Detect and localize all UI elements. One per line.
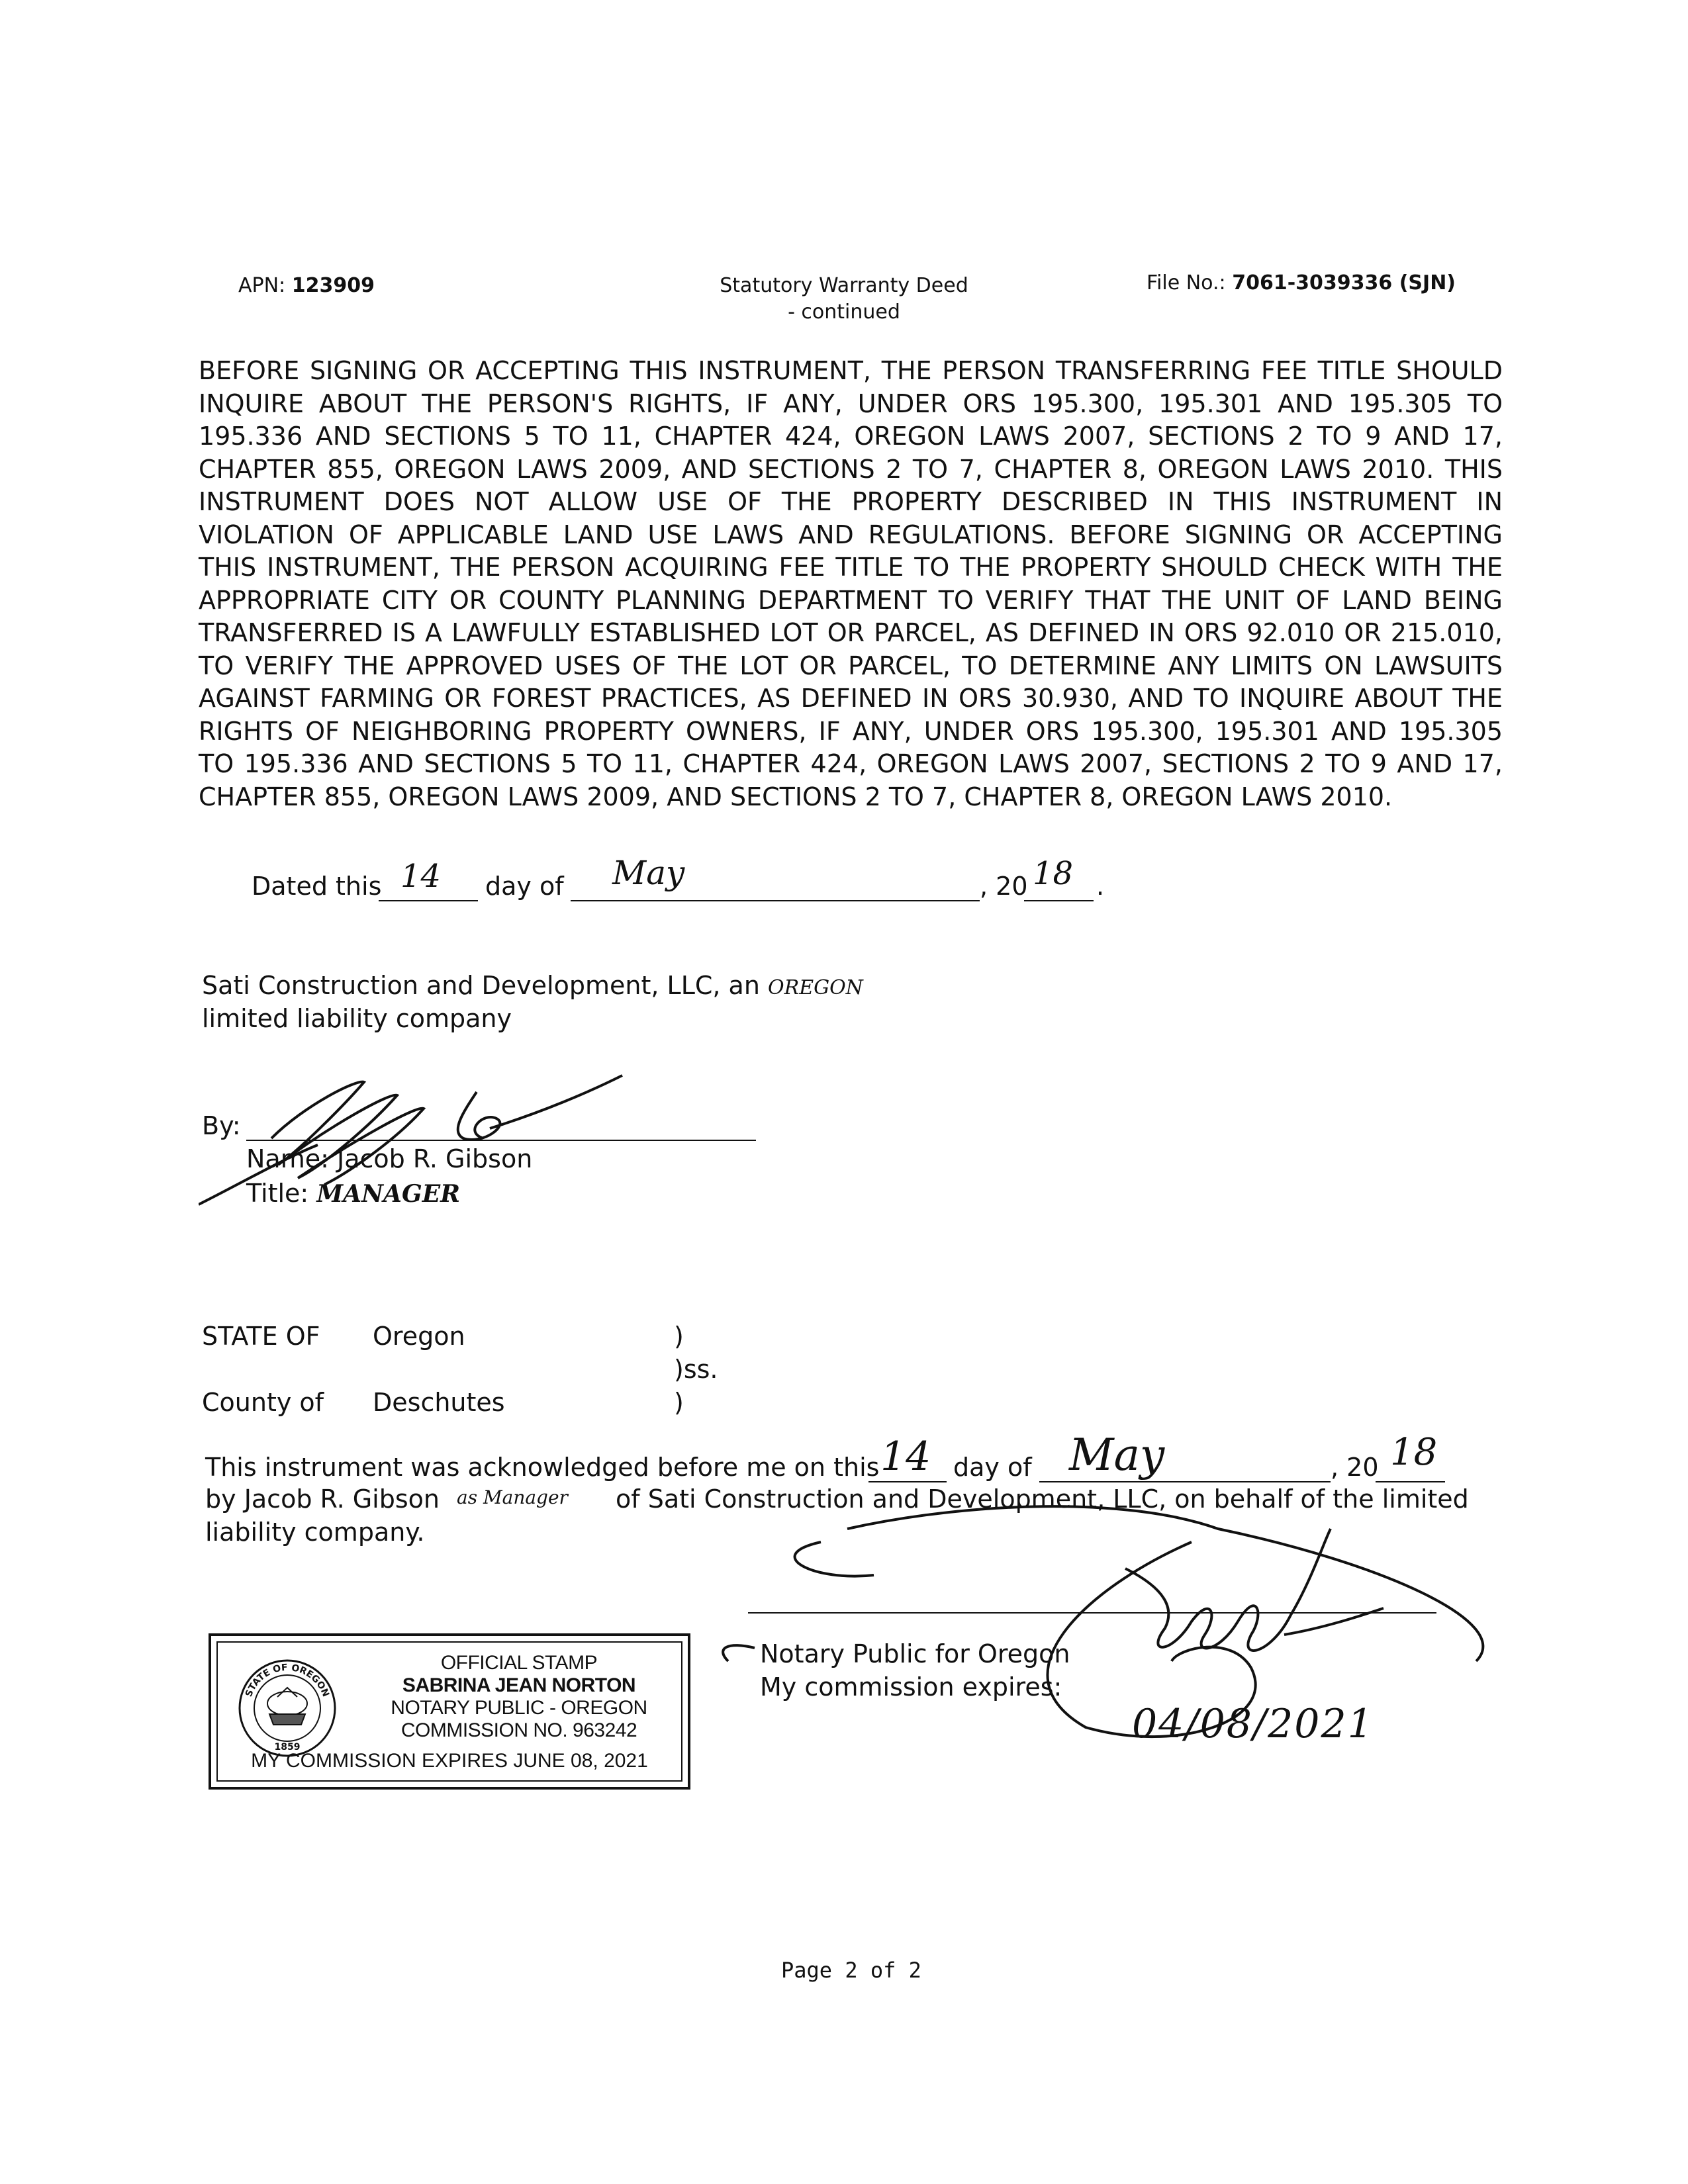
state-value: Oregon	[373, 1322, 465, 1351]
venue-ss: )ss.	[674, 1355, 718, 1384]
document-title	[645, 273, 1043, 326]
legal-line: CHAPTER 855, OREGON LAWS 2009, AND SECTIONS 2 TO 7, CHAPTER 8, OREGON LAWS 2010.	[199, 782, 1393, 811]
apn-label: APN:	[238, 274, 286, 297]
grantor-name: Sati Construction and Development, LLC, an	[202, 971, 760, 1000]
svg-text:STATE OF OREGON	[244, 1662, 331, 1698]
grantor-line1	[202, 969, 863, 1005]
dated-prefix: Dated this	[252, 872, 382, 901]
legal-line: CHAPTER 855, OREGON LAWS 2009, AND SECTIONS 2 TO 7, CHAPTER 8, OREGON LAWS 2010. THIS	[199, 454, 1503, 484]
grantor-line2: limited liability company	[202, 1004, 512, 1033]
notary-expires-handwritten: 04/08/2021	[1132, 1701, 1374, 1747]
grantor-state-handwritten: OREGON	[768, 976, 863, 999]
apn-value: 123909	[291, 274, 375, 297]
legal-line: AGAINST FARMING OR FOREST PRACTICES, AS DEFINED IN ORS 30.930, AND TO INQUIRE ABOUT THE	[199, 684, 1503, 713]
dated-line	[252, 870, 381, 903]
legal-line: 195.336 AND SECTIONS 5 TO 11, CHAPTER 424, OREGON LAWS 2007, SECTIONS 2 TO 9 AND 17,	[199, 422, 1503, 451]
doc-subtitle: - continued	[788, 300, 900, 324]
stamp-line4: COMMISSION NO. 963242	[400, 1719, 637, 1741]
doc-title: Statutory Warranty Deed	[720, 274, 968, 297]
legal-line: APPROPRIATE CITY OR COUNTY PLANNING DEPARTMENT TO VERIFY THAT THE UNIT OF LAND BEING	[199, 585, 1503, 615]
ack-month-handwritten: May	[1069, 1430, 1165, 1480]
by-label: By:	[202, 1111, 241, 1140]
title-line	[246, 1177, 460, 1210]
dated-day-of: day of	[485, 872, 564, 901]
dated-day-handwritten: 14	[400, 858, 442, 895]
county-label: County of	[202, 1388, 324, 1417]
oregon-seal-icon	[238, 1659, 337, 1758]
ack-line1-prefix: This instrument was acknowledged before me on this	[205, 1453, 880, 1482]
stamp-line5: MY COMMISSION EXPIRES JUNE 08, 2021	[251, 1750, 648, 1772]
ack-day-handwritten: 14	[880, 1433, 931, 1480]
ack-year-prefix: , 20	[1331, 1453, 1379, 1482]
venue-paren-open: )	[674, 1322, 684, 1351]
ack-year-handwritten: 18	[1390, 1431, 1438, 1474]
legal-line: VIOLATION OF APPLICABLE LAND USE LAWS AND REGULATIONS. BEFORE SIGNING OR ACCEPTING	[199, 520, 1503, 549]
ack-line2-suffix: of Sati Construction and Development, LLC, on behalf of the limited	[616, 1484, 1469, 1514]
legal-line: BEFORE SIGNING OR ACCEPTING THIS INSTRUMENT, THE PERSON TRANSFERRING FEE TITLE SHOULD	[199, 356, 1503, 385]
day-blank	[379, 899, 478, 901]
legal-line: THIS INSTRUMENT, THE PERSON ACQUIRING FEE TITLE TO THE PROPERTY SHOULD CHECK WITH THE	[199, 553, 1503, 582]
state-label: STATE OF	[202, 1322, 320, 1351]
notary-commission-label: My commission expires:	[760, 1672, 1062, 1702]
stamp-line3: NOTARY PUBLIC - OREGON	[391, 1697, 647, 1719]
dated-year-prefix: , 20	[980, 872, 1028, 901]
file-label: File No.:	[1147, 271, 1226, 295]
title-label: Title:	[246, 1179, 309, 1208]
year-blank	[1024, 899, 1094, 901]
dated-year-handwritten: 18	[1033, 855, 1074, 892]
title-handwritten: MANAGER	[316, 1180, 461, 1208]
county-value: Deschutes	[373, 1388, 505, 1417]
legal-line: RIGHTS OF NEIGHBORING PROPERTY OWNERS, IF ANY, UNDER ORS 195.300, 195.301 AND 195.305	[199, 716, 1503, 746]
seal-year: 1859	[274, 1742, 301, 1752]
venue-paren-close: )	[674, 1388, 684, 1417]
stamp-inner-border	[216, 1641, 682, 1782]
dated-month-handwritten: May	[612, 854, 685, 892]
dated-suffix: .	[1096, 872, 1105, 901]
legal-line: INSTRUMENT DOES NOT ALLOW USE OF THE PROPERTY DESCRIBED IN THIS INSTRUMENT IN	[199, 487, 1503, 516]
legal-line: TO 195.336 AND SECTIONS 5 TO 11, CHAPTER 424, OREGON LAWS 2007, SECTIONS 2 TO 9 AND 17,	[199, 749, 1503, 778]
apn	[238, 273, 375, 299]
file-number	[1147, 270, 1456, 296]
legal-line: INQUIRE ABOUT THE PERSON'S RIGHTS, IF ANY, UNDER ORS 195.300, 195.301 AND 195.305 TO	[199, 388, 1503, 418]
ack-line3: liability company.	[205, 1518, 425, 1547]
stamp-line1: OFFICIAL STAMP	[440, 1652, 598, 1674]
legal-paragraph	[199, 355, 1503, 813]
month-blank	[571, 899, 980, 901]
name-label: Name: Jacob R. Gibson	[246, 1144, 533, 1173]
seal-top-text: STATE OF OREGON	[243, 1662, 332, 1699]
notary-signature	[715, 1502, 1509, 1767]
legal-line: TRANSFERRED IS A LAWFULLY ESTABLISHED LOT OR PARCEL, AS DEFINED IN ORS 92.010 OR 215.010,	[199, 618, 1503, 647]
stamp-line2: SABRINA JEAN NORTON	[402, 1674, 636, 1696]
file-value: 7061-3039336 (SJN)	[1232, 271, 1456, 295]
legal-line: TO VERIFY THE APPROVED USES OF THE LOT OR PARCEL, TO DETERMINE ANY LIMITS ON LAWSUITS	[199, 651, 1503, 680]
notary-title: Notary Public for Oregon	[760, 1639, 1070, 1668]
ack-day-of: day of	[953, 1453, 1032, 1482]
official-stamp	[209, 1633, 690, 1790]
page-number: Page 2 of 2	[781, 1958, 921, 1983]
ack-line2-prefix: by Jacob R. Gibson	[205, 1484, 440, 1514]
ack-role-handwritten: as Manager	[457, 1486, 568, 1508]
